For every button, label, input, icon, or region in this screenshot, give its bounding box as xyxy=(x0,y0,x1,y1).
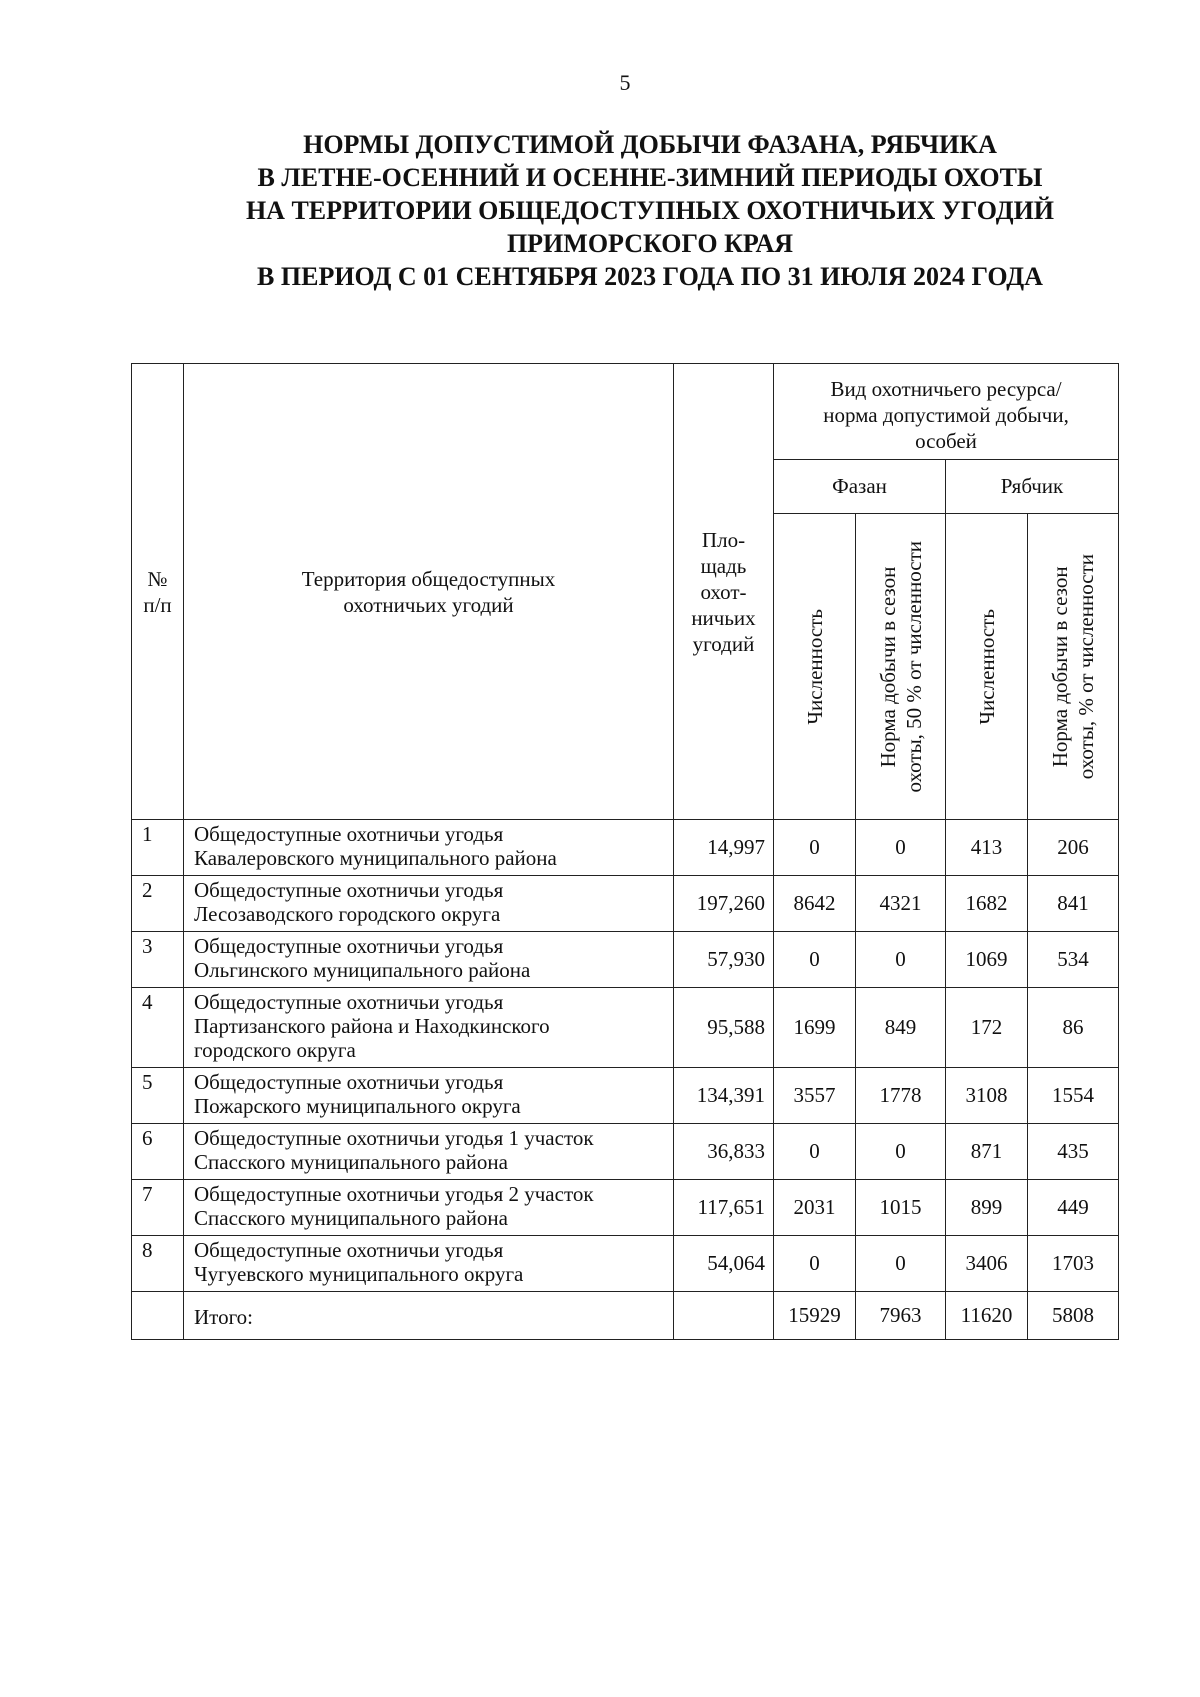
total-area xyxy=(674,1292,774,1340)
row-territory: Общедоступные охотничьи угодья Кавалеровского муниципального района xyxy=(184,820,674,876)
row-area: 134,391 xyxy=(674,1068,774,1124)
row-grouse-count: 1682 xyxy=(946,876,1028,932)
header-resource-group: Вид охотничьего ресурса/ норма допустимой добычи, особей xyxy=(774,364,1119,460)
row-area: 57,930 xyxy=(674,932,774,988)
row-pheasant-norm: 0 xyxy=(856,820,946,876)
row-num: 4 xyxy=(132,988,184,1068)
row-territory: Общедоступные охотничьи угодья Лесозаводского городского округа xyxy=(184,876,674,932)
row-grouse-count: 871 xyxy=(946,1124,1028,1180)
table-body xyxy=(132,820,1119,1340)
header-area: Пло- щадь охот- ничьих угодий xyxy=(674,364,774,820)
row-pheasant-count: 3557 xyxy=(774,1068,856,1124)
title-line-5: В ПЕРИОД С 01 СЕНТЯБРЯ 2023 ГОДА ПО 31 ИЮЛЯ 2024 ГОДА xyxy=(257,262,1043,291)
header-num: № п/п xyxy=(132,364,184,820)
row-area: 95,588 xyxy=(674,988,774,1068)
header-grouse-norm: Норма добычи в сезон охоты, % от численности xyxy=(1028,514,1119,820)
row-territory: Общедоступные охотничьи угодья Ольгинского муниципального района xyxy=(184,932,674,988)
row-num: 5 xyxy=(132,1068,184,1124)
table-row xyxy=(132,876,1119,932)
row-pheasant-count: 1699 xyxy=(774,988,856,1068)
row-area: 54,064 xyxy=(674,1236,774,1292)
header-territory: Территория общедоступных охотничьих угодий xyxy=(184,364,674,820)
total-num xyxy=(132,1292,184,1340)
row-area: 36,833 xyxy=(674,1124,774,1180)
row-grouse-count: 413 xyxy=(946,820,1028,876)
row-grouse-norm: 1703 xyxy=(1028,1236,1119,1292)
table-row xyxy=(132,820,1119,876)
title-line-4: ПРИМОРСКОГО КРАЯ xyxy=(506,229,794,258)
header-hazel-grouse: Рябчик xyxy=(946,460,1119,514)
row-pheasant-norm: 0 xyxy=(856,932,946,988)
norms-table xyxy=(131,363,1119,1340)
header-grouse-count: Численность xyxy=(946,514,1028,820)
total-grouse-count: 11620 xyxy=(946,1292,1028,1340)
row-pheasant-count: 0 xyxy=(774,820,856,876)
row-pheasant-count: 0 xyxy=(774,1124,856,1180)
row-pheasant-count: 0 xyxy=(774,1236,856,1292)
row-grouse-count: 1069 xyxy=(946,932,1028,988)
header-pheasant-count: Численность xyxy=(774,514,856,820)
title-line-1: НОРМЫ ДОПУСТИМОЙ ДОБЫЧИ ФАЗАНА, РЯБЧИКА xyxy=(303,130,997,159)
row-pheasant-norm: 849 xyxy=(856,988,946,1068)
row-pheasant-count: 2031 xyxy=(774,1180,856,1236)
table-header xyxy=(132,364,1119,820)
table-row xyxy=(132,932,1119,988)
row-grouse-count: 172 xyxy=(946,988,1028,1068)
row-pheasant-norm: 4321 xyxy=(856,876,946,932)
row-grouse-norm: 449 xyxy=(1028,1180,1119,1236)
row-grouse-count: 899 xyxy=(946,1180,1028,1236)
row-pheasant-count: 0 xyxy=(774,932,856,988)
row-grouse-norm: 841 xyxy=(1028,876,1119,932)
row-num: 8 xyxy=(132,1236,184,1292)
total-grouse-norm: 5808 xyxy=(1028,1292,1119,1340)
row-num: 1 xyxy=(132,820,184,876)
row-pheasant-norm: 1015 xyxy=(856,1180,946,1236)
row-num: 2 xyxy=(132,876,184,932)
row-grouse-norm: 435 xyxy=(1028,1124,1119,1180)
row-grouse-count: 3108 xyxy=(946,1068,1028,1124)
table-row xyxy=(132,988,1119,1068)
row-territory: Общедоступные охотничьи угодья 2 участок Спасского муниципального района xyxy=(184,1180,674,1236)
row-pheasant-norm: 0 xyxy=(856,1124,946,1180)
row-num: 7 xyxy=(132,1180,184,1236)
title-line-2: В ЛЕТНЕ-ОСЕННИЙ И ОСЕННЕ-ЗИМНИЙ ПЕРИОДЫ ОХОТЫ xyxy=(257,163,1043,192)
total-pheasant-count: 15929 xyxy=(774,1292,856,1340)
table-row xyxy=(132,1180,1119,1236)
row-pheasant-norm: 1778 xyxy=(856,1068,946,1124)
header-pheasant-norm: Норма добычи в сезон охоты, 50 % от численности xyxy=(856,514,946,820)
row-grouse-norm: 534 xyxy=(1028,932,1119,988)
row-territory: Общедоступные охотничьи угодья Пожарского муниципального округа xyxy=(184,1068,674,1124)
table-row xyxy=(132,1068,1119,1124)
page-number: 5 xyxy=(619,70,631,95)
row-num: 6 xyxy=(132,1124,184,1180)
row-grouse-count: 3406 xyxy=(946,1236,1028,1292)
table-row xyxy=(132,1236,1119,1292)
row-grouse-norm: 206 xyxy=(1028,820,1119,876)
row-grouse-norm: 86 xyxy=(1028,988,1119,1068)
row-territory: Общедоступные охотничьи угодья Партизанского района и Находкинского городского округа xyxy=(184,988,674,1068)
row-area: 14,997 xyxy=(674,820,774,876)
row-area: 197,260 xyxy=(674,876,774,932)
row-territory: Общедоступные охотничьи угодья Чугуевского муниципального округа xyxy=(184,1236,674,1292)
total-pheasant-norm: 7963 xyxy=(856,1292,946,1340)
header-pheasant: Фазан xyxy=(774,460,946,514)
table-row xyxy=(132,1124,1119,1180)
title-line-3: НА ТЕРРИТОРИИ ОБЩЕДОСТУПНЫХ ОХОТНИЧЬИХ УГОДИЙ xyxy=(245,196,1055,225)
row-num: 3 xyxy=(132,932,184,988)
document-title xyxy=(0,128,1200,293)
row-territory: Общедоступные охотничьи угодья 1 участок Спасского муниципального района xyxy=(184,1124,674,1180)
row-grouse-norm: 1554 xyxy=(1028,1068,1119,1124)
row-pheasant-norm: 0 xyxy=(856,1236,946,1292)
total-label: Итого: xyxy=(184,1292,674,1340)
row-area: 117,651 xyxy=(674,1180,774,1236)
total-row xyxy=(132,1292,1119,1340)
row-pheasant-count: 8642 xyxy=(774,876,856,932)
